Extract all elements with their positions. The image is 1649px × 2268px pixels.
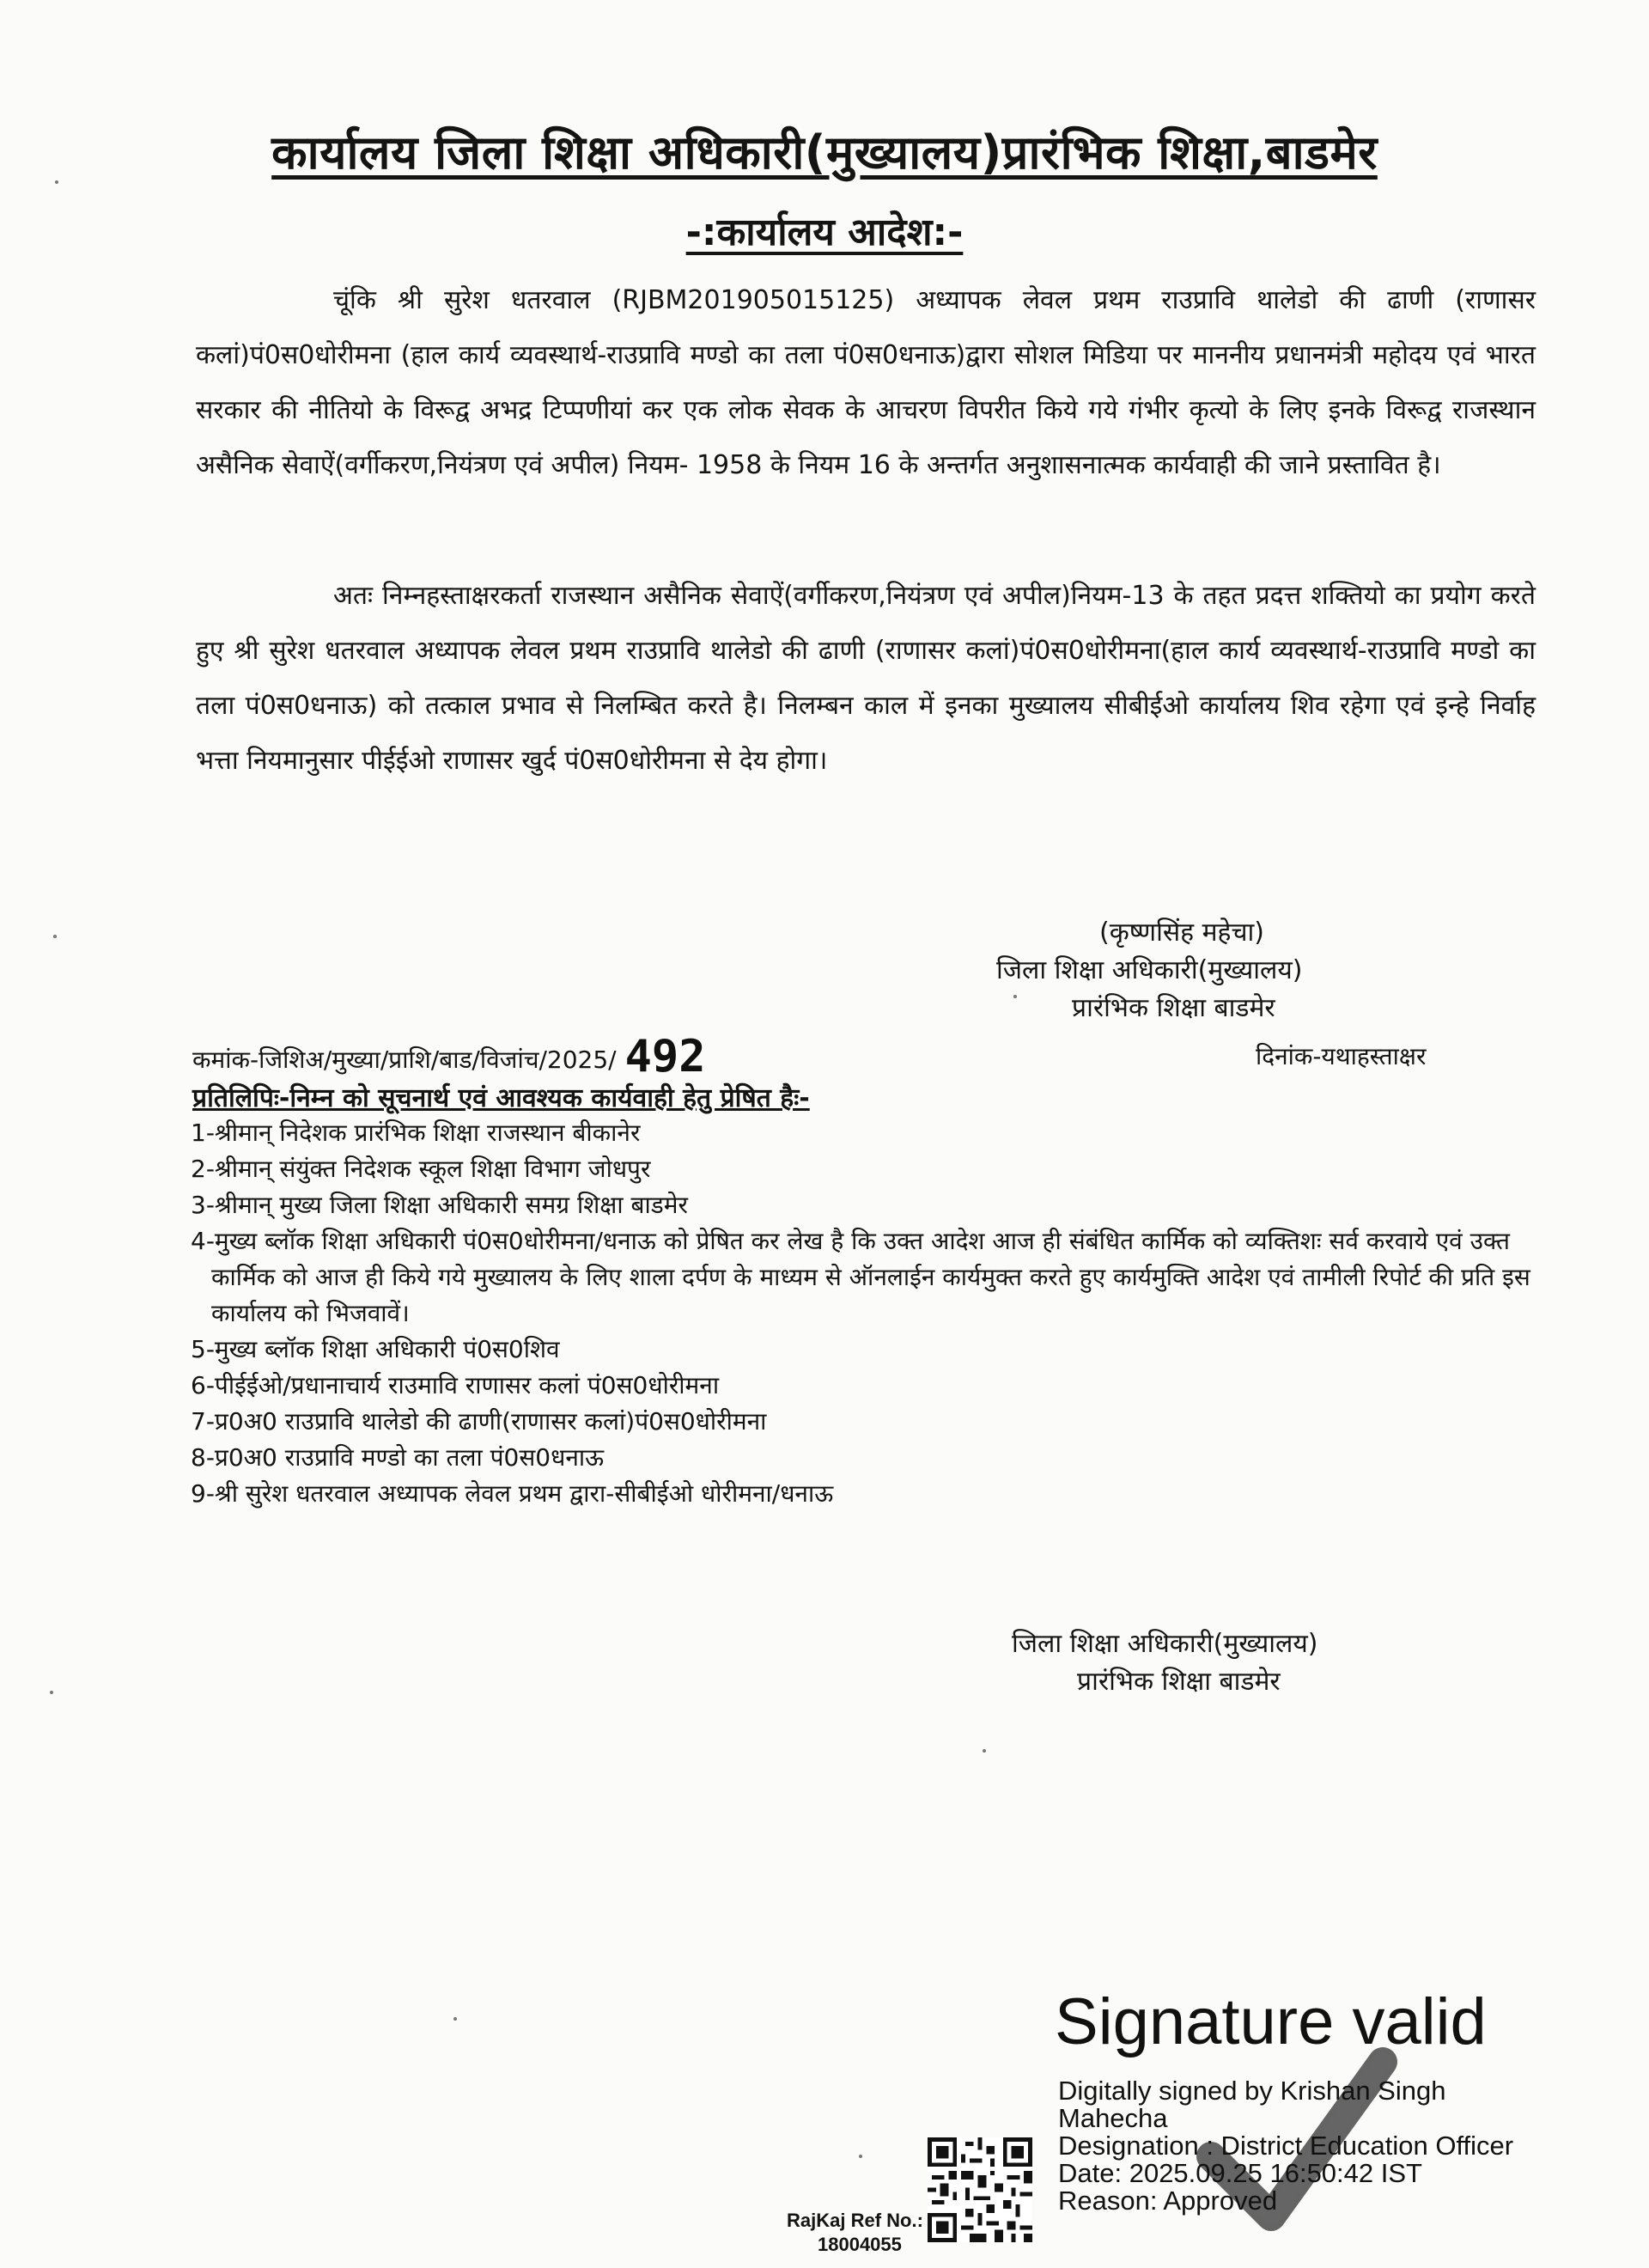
date-label: दिनांक-यथाहस्ताक्षर: [1256, 1042, 1427, 1070]
copy-to-heading: प्रतिलिपिः-निम्न को सूचनार्थ एवं आवश्यक कार्यवाही हेतु प्रेषित हैः-: [192, 1083, 810, 1113]
signed-by: Digitally signed by Krishan Singh: [1058, 2076, 1446, 2106]
signature-block-top: [996, 914, 1460, 1027]
list-item: 9-श्री सुरेश धतरवाल अध्यापक लेवल प्रथम द्वारा-सीबीईओ धोरीमना/धनाऊ: [191, 1479, 834, 1508]
list-item: 6-पीईईओ/प्रधानाचार्य राउमावि राणासर कलां पं0स0धोरीमना: [191, 1371, 720, 1399]
list-item: 2-श्रीमान् संयुंक्त निदेशक स्कूल शिक्षा विभाग जोधपुर: [191, 1155, 651, 1183]
list-item: 1-श्रीमान् निदेशक प्रारंभिक शिक्षा राजस्थान बीकानेर: [191, 1119, 641, 1147]
signature-block-bottom: [1012, 1625, 1317, 1701]
office-title: कार्यालय जिला शिक्षा अधिकारी(मुख्यालय)प्रारंभिक शिक्षा,बाडमेर: [271, 125, 1378, 180]
digital-signature-details: [1058, 2077, 1513, 2215]
signature-date: Date: 2025.09.25 16:50:42 IST: [1058, 2158, 1422, 2188]
signer-designation: Designation : District Education Officer: [1058, 2131, 1514, 2161]
signatory-office-bottom: प्रारंभिक शिक्षा बाडमेर: [1077, 1667, 1281, 1697]
rajkaj-ref-label: RajKaj Ref No.:: [787, 2210, 923, 2231]
signatory-designation-bottom: जिला शिक्षा अधिकारी(मुख्यालय): [1012, 1629, 1318, 1659]
signature-reason: Reason: Approved: [1058, 2186, 1278, 2216]
handwritten-dispatch-number: 492: [624, 1031, 706, 1082]
rajkaj-ref-number: 18004055: [818, 2234, 902, 2255]
scan-speck: [53, 935, 57, 938]
scan-speck: [50, 1691, 53, 1694]
signatory-office: प्रारंभिक शिक्षा बाडमेर: [1072, 993, 1275, 1023]
scan-speck: [859, 2155, 862, 2158]
scan-speck: [55, 180, 58, 184]
list-item: 3-श्रीमान् मुख्य जिला शिक्षा अधिकारी समग्र शिक्षा बाडमेर: [191, 1191, 688, 1219]
scan-speck: [983, 1749, 986, 1753]
copy-to-list: [191, 1115, 1565, 1512]
signature-valid-label: Signature valid: [1055, 1985, 1487, 2058]
reference-number-prefix: कमांक-जिशिअ/मुख्या/प्राशि/बाड/विजांच/2025/: [192, 1046, 617, 1074]
list-item: 5-मुख्य ब्लॉक शिक्षा अधिकारी पं0स0शिव: [191, 1335, 560, 1363]
qr-code-icon: [928, 2137, 1032, 2242]
scan-speck: [453, 2017, 457, 2021]
signatory-name: (कृष्णसिंह महेचा): [1099, 918, 1265, 948]
scan-speck: [1013, 995, 1017, 998]
order-title: -:कार्यालय आदेश:-: [685, 210, 964, 254]
list-item: 7-प्र0अ0 राउप्रावि थालेडो की ढाणी(राणासर कलां)पं0स0धोरीमना: [191, 1407, 767, 1436]
signatory-designation: जिला शिक्षा अधिकारी(मुख्यालय): [996, 955, 1303, 985]
reference-number-line: [192, 1031, 706, 1082]
order-paragraph-1: चूंकि श्री सुरेश धतरवाल (RJBM201905015125) अध्यापक लेवल प्रथम राउप्रावि थालेडो की ढाणी (राणासर कलां)पं0स0धोरीमना (हाल कार्य व्यवस्थार्थ-राउप्रावि मण्डो का तला पं0स0धनाऊ)द्वारा सोशल मिडिया पर माननीय प्रधानमंत्री महोदय एवं भारत सरकार की नीतियो के विरूद्व अभद्र टिप्पणीयां कर एक लोक सेवक के आचरण विपरीत किये गये गंभीर कृत्यो के लिए इनके विरूद्व राजस्थान असैनिक सेवाऐं(वर्गीकरण,नियंत्रण एवं अपील) नियम- 1958 के नियम 16 के अन्तर्गत अनुशासनात्मक कार्यवाही की जाने प्रस्तावित है।: [196, 285, 1536, 480]
list-item: 8-प्र0अ0 राउप्रावि मण्डो का तला पं0स0धनाऊ: [191, 1443, 605, 1472]
order-paragraph-2: अतः निम्नहस्ताक्षरकर्ता राजस्थान असैनिक सेवाऐं(वर्गीकरण,नियंत्रण एवं अपील)नियम-13 के तहत प्रदत्त शक्तियो का प्रयोग करते हुए श्री सुरेश धतरवाल अध्यापक लेवल प्रथम राउप्रावि थालेडो की ढाणी (राणासर कलां)पं0स0धोरीमना(हाल कार्य व्यवस्थार्थ-राउप्रावि मण्डो का तला पं0स0धनाऊ) को तत्काल प्रभाव से निलम्बित करते है। निलम्बन काल में इनका मुख्यालय सीबीईओ कार्यालय शिव रहेगा एवं इन्हे निर्वाह भत्ता नियमानुसार पीईईओ राणासर खुर्द पं0स0धोरीमना से देय होगा।: [196, 581, 1536, 776]
list-item: 4-मुख्य ब्लॉक शिक्षा अधिकारी पं0स0धोरीमना/धनाऊ को प्रेषित कर लेख है कि उक्त आदेश आज ही संबंधित कार्मिक को व्यक्तिशः सर्व करवाये एवं उक्त कार्मिक को आज ही किये गये मुख्यालय के लिए शाला दर्पण के माध्यम से ऑनलाईन कार्यमुक्त करते हुए कार्यमुक्ति आदेश एवं तामीली रिपोर्ट की प्रति इस कार्यालय को भिजवावें।: [191, 1227, 1530, 1327]
signed-by-cont: Mahecha: [1058, 2103, 1168, 2133]
